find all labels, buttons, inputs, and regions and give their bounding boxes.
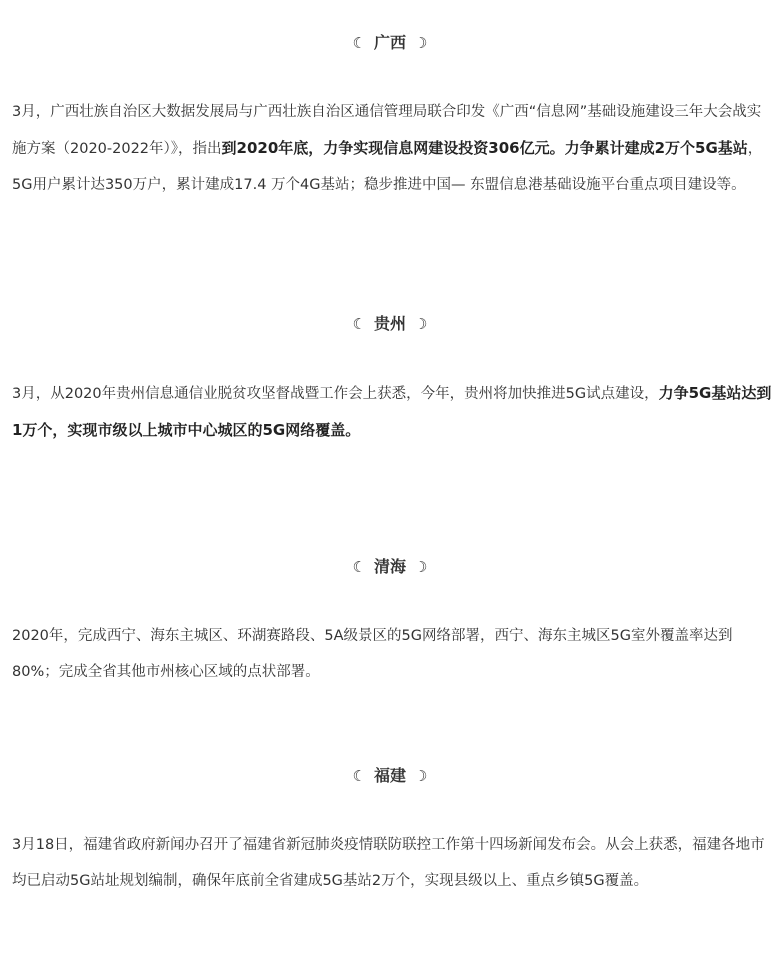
crescent-right-icon: ☽	[414, 315, 428, 333]
paragraph-highlight: 到2020年底，力争实现信息网建设投资306亿元。力争累计建成2万个5G基站	[221, 139, 748, 157]
section-title-fujian	[0, 764, 780, 788]
section-paragraph-fujian	[12, 827, 772, 899]
section-title-text: 广西	[373, 33, 406, 52]
paragraph-text: 3月，从2020年贵州信息通信业脱贫攻坚督战暨工作会上获悉，今年，贵州将加快推进5G试点建设，	[12, 386, 659, 402]
crescent-left-icon: ☾	[352, 315, 366, 333]
crescent-right-icon: ☽	[414, 34, 428, 52]
section-paragraph-guangxi	[12, 94, 772, 203]
crescent-left-icon: ☾	[352, 767, 366, 785]
paragraph-text: ，5G用户累计达350万户，累计建成17.4 万个4G基站；稳步推进中国— 东盟信息港基础设施平台重点项目建设等。	[12, 141, 763, 193]
paragraph-text: 2020年，完成西宁、海东主城区、环湖赛路段、5A级景区的5G网络部署，西宁、海东主城区5G室外覆盖率达到80%；完成全省其他市州核心区域的点状部署。	[12, 628, 733, 680]
paragraph-text: 3月，广西壮族自治区大数据发展局与广西壮族自治区通信管理局联合印发《广西“信息网”基础设施建设三年大会战实施方案（2020-2022年）》，指出	[12, 104, 762, 157]
section-paragraph-qinghai	[12, 618, 772, 690]
section-title-guizhou	[0, 312, 780, 336]
section-title-guangxi	[0, 31, 780, 55]
section-paragraph-guizhou	[12, 375, 772, 449]
paragraph-text: 3月18日，福建省政府新闻办召开了福建省新冠肺炎疫情联防联控工作第十四场新闻发布会。从会上获悉，福建各地市均已启动5G站址规划编制，确保年底前全省建成5G基站2万个，实现县级以上、重点乡镇5G覆盖。	[12, 837, 765, 889]
crescent-left-icon: ☾	[352, 558, 366, 576]
crescent-left-icon: ☾	[352, 34, 366, 52]
crescent-right-icon: ☽	[414, 558, 428, 576]
section-title-text: 清海	[373, 557, 406, 576]
section-title-qinghai	[0, 555, 780, 579]
section-title-text: 贵州	[373, 314, 406, 333]
crescent-right-icon: ☽	[414, 767, 428, 785]
section-title-text: 福建	[373, 766, 406, 785]
paragraph-highlight: 力争5G基站达到1万个，实现市级以上城市中心城区的5G网络覆盖。	[12, 384, 772, 439]
